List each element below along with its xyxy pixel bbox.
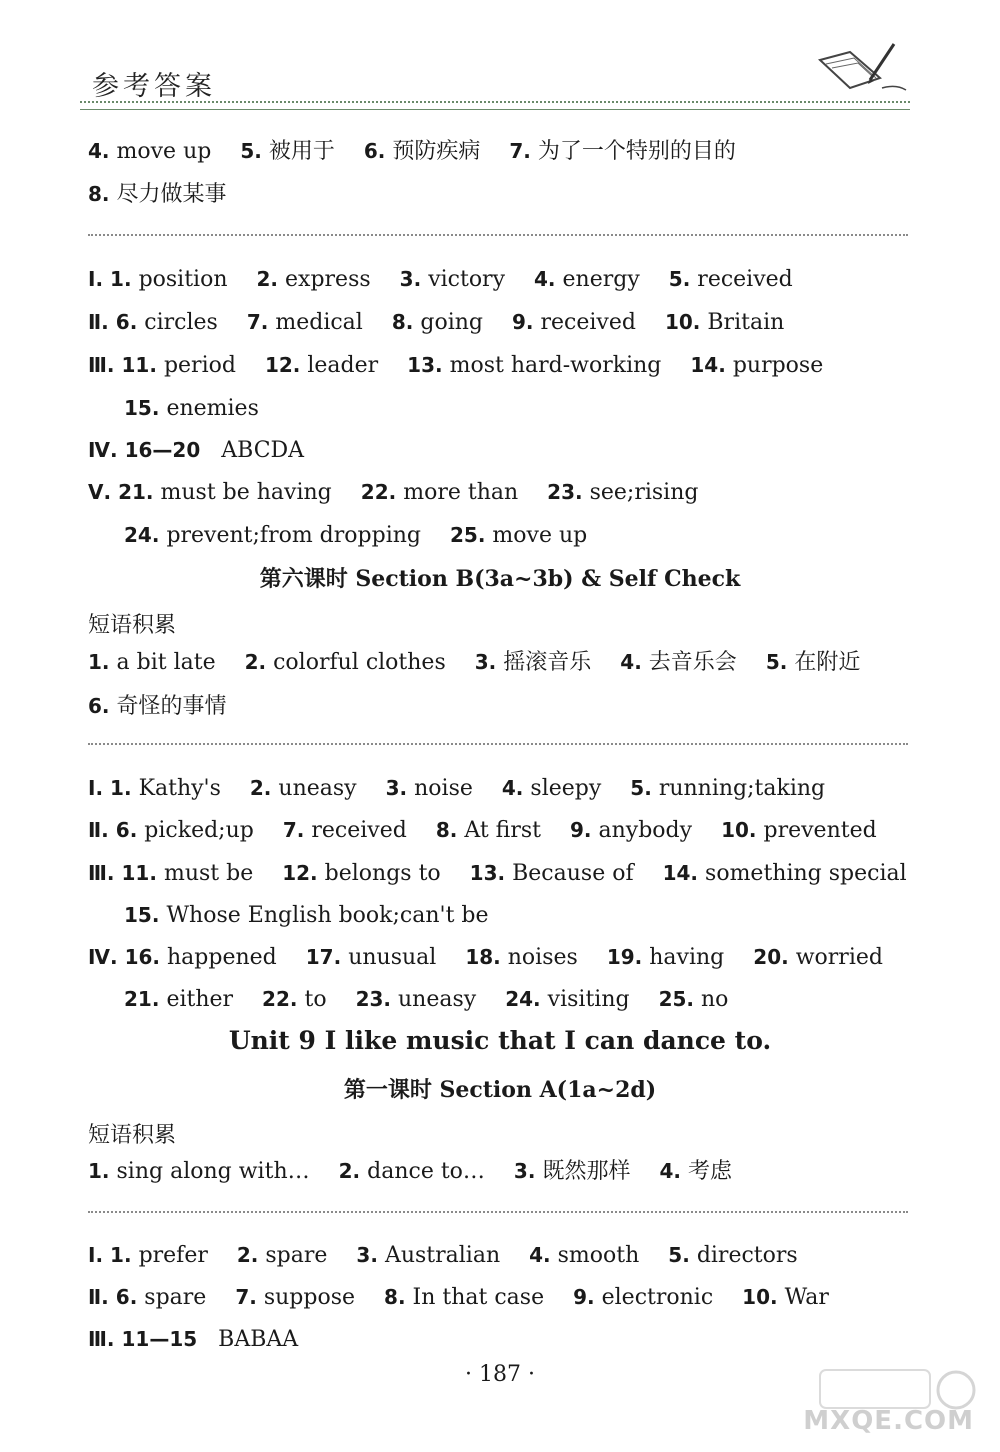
exercise-row: Ⅲ. 11. must be 12. belongs to 13. Because of 14. something special xyxy=(88,861,907,886)
block1-line2 xyxy=(88,179,249,210)
header-divider xyxy=(80,101,910,110)
exercise-row: Ⅰ. 1. prefer 2. spare 3. Australian 4. smooth 5. directors xyxy=(88,1243,798,1268)
exercise-row-continued: 15. enemies xyxy=(124,396,259,421)
exercise-row: Ⅱ. 6. picked;up 7. received 8. At first 9. anybody 10. prevented xyxy=(88,818,877,843)
answer-item: 5. 被用于 xyxy=(240,139,335,164)
block3-line2: 6. 奇怪的事情 xyxy=(88,694,227,719)
exercise-row: Ⅱ. 6. circles 7. medical 8. going 9. received 10. Britain xyxy=(88,310,785,335)
answer-item: 7. 为了一个特别的目的 xyxy=(509,139,736,164)
exercise-row-continued: 21. either 22. to 23. uneasy 24. visiting 25. no xyxy=(124,987,729,1012)
exercise-row: Ⅲ. 11. period 12. leader 13. most hard-working 14. purpose xyxy=(88,353,824,378)
dotted-divider xyxy=(88,234,908,236)
answer-item: 4. move up xyxy=(88,139,212,164)
dotted-divider xyxy=(88,743,908,745)
exercise-row-continued: 24. prevent;from dropping 25. move up xyxy=(124,523,588,548)
block3-line1: 1. a bit late 2. colorful clothes 3. 摇滚音乐 4. 去音乐会 5. 在附近 xyxy=(88,650,861,675)
lesson-title: 第六课时 Section B(3a~3b) & Self Check xyxy=(259,566,741,592)
exercise-row: Ⅴ. 21. must be having 22. more than 23. see;rising xyxy=(88,480,699,505)
page-number: · 187 · xyxy=(465,1362,535,1387)
pencil-notebook-icon xyxy=(810,38,910,106)
section-heading: 短语积累 xyxy=(88,613,177,638)
block1-line1 xyxy=(88,136,758,167)
section-heading: 短语积累 xyxy=(88,1123,177,1148)
lesson-title: 第一课时 Section A(1a~2d) xyxy=(343,1077,657,1103)
answer-item: 8. 尽力做某事 xyxy=(88,182,227,207)
dotted-divider xyxy=(88,1211,908,1213)
exercise-row: Ⅲ. 11—15 BABAA xyxy=(88,1327,299,1352)
exercise-row: Ⅳ. 16. happened 17. unusual 18. noises 19. having 20. worried xyxy=(88,945,883,970)
exercise-row: Ⅱ. 6. spare 7. suppose 8. In that case 9. electronic 10. War xyxy=(88,1285,829,1310)
answer-item: 6. 预防疾病 xyxy=(363,139,481,164)
exercise-row: Ⅳ. 16—20 ABCDA xyxy=(88,438,305,463)
unit-title: Unit 9 I like music that I can dance to. xyxy=(228,1026,772,1055)
block5-line1: 1. sing along with… 2. dance to… 3. 既然那样 4. 考虑 xyxy=(88,1159,732,1184)
watermark-logo: MXQE.COM xyxy=(760,1360,980,1440)
header-title: 参考答案 xyxy=(92,71,216,102)
exercise-row: Ⅰ. 1. Kathy's 2. uneasy 3. noise 4. sleepy 5. running;taking xyxy=(88,776,826,801)
exercise-row-continued: 15. Whose English book;can't be xyxy=(124,903,489,928)
exercise-row: Ⅰ. 1. position 2. express 3. victory 4. energy 5. received xyxy=(88,267,793,292)
